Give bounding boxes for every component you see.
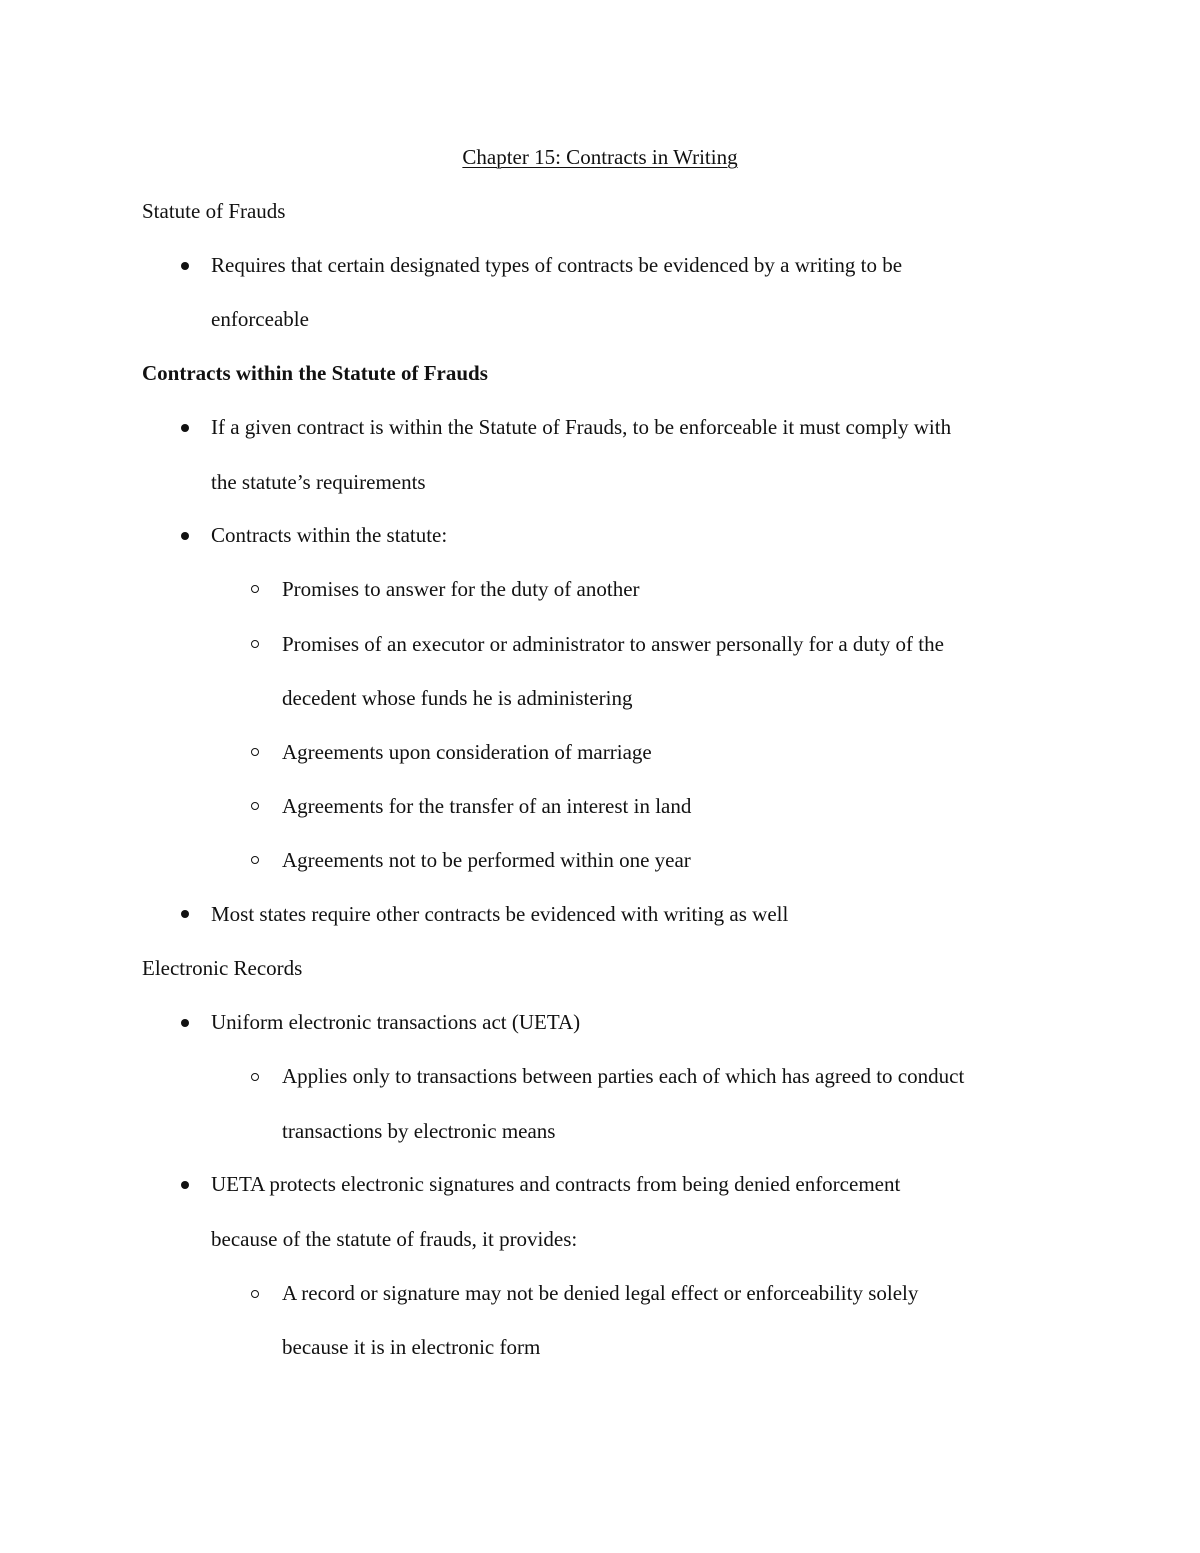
- sub-list-item-line: decedent whose funds he is administering: [282, 686, 633, 710]
- list-item-line: Requires that certain designated types of contracts be evidenced by a writing to be: [211, 253, 903, 277]
- list-item-line: UETA protects electronic signatures and contracts from being denied enforcement: [211, 1172, 901, 1196]
- list-item-line: because of the statute of frauds, it provides:: [211, 1227, 578, 1251]
- list-item-line: Most states require other contracts be evidenced with writing as well: [211, 902, 789, 926]
- section-heading-statute-of-frauds: Statute of Frauds: [142, 199, 286, 223]
- list-item-line: enforceable: [211, 307, 309, 331]
- sub-list-item-line: Agreements for the transfer of an interest in land: [282, 794, 692, 818]
- sub-list-item-line: Applies only to transactions between parties each of which has agreed to conduct: [282, 1064, 965, 1088]
- list-item-line: Uniform electronic transactions act (UETA): [211, 1010, 581, 1034]
- sub-bullet-icon: [251, 1073, 259, 1081]
- bullet-icon: [181, 1019, 189, 1027]
- list-item-line: the statute’s requirements: [211, 470, 426, 494]
- bullet-icon: [181, 1181, 189, 1189]
- sub-list-item-line: transactions by electronic means: [282, 1119, 556, 1143]
- sub-bullet-icon: [251, 640, 259, 648]
- sub-bullet-icon: [251, 748, 259, 756]
- list-item-line: Contracts within the statute:: [211, 523, 448, 547]
- sub-bullet-icon: [251, 1290, 259, 1298]
- bullet-icon: [181, 424, 189, 432]
- section-heading-electronic-records: Electronic Records: [142, 956, 303, 980]
- sub-list-item-line: Agreements upon consideration of marriage: [282, 740, 652, 764]
- sub-bullet-icon: [251, 585, 259, 593]
- page-title: Chapter 15: Contracts in Writing: [462, 145, 738, 169]
- sub-bullet-icon: [251, 856, 259, 864]
- sub-list-item-line: Promises to answer for the duty of another: [282, 577, 640, 601]
- sub-list-item-line: Promises of an executor or administrator to answer personally for a duty of the: [282, 632, 944, 656]
- sub-list-item-line: A record or signature may not be denied legal effect or enforceability solely: [282, 1281, 919, 1305]
- list-item-line: If a given contract is within the Statute of Frauds, to be enforceable it must comply with: [211, 415, 952, 439]
- sub-bullet-icon: [251, 802, 259, 810]
- sub-list-item-line: Agreements not to be performed within one year: [282, 848, 691, 872]
- sub-list-item-line: because it is in electronic form: [282, 1335, 541, 1359]
- section-heading-contracts-within: Contracts within the Statute of Frauds: [142, 361, 488, 385]
- bullet-icon: [181, 910, 189, 918]
- bullet-icon: [181, 532, 189, 540]
- bullet-icon: [181, 262, 189, 270]
